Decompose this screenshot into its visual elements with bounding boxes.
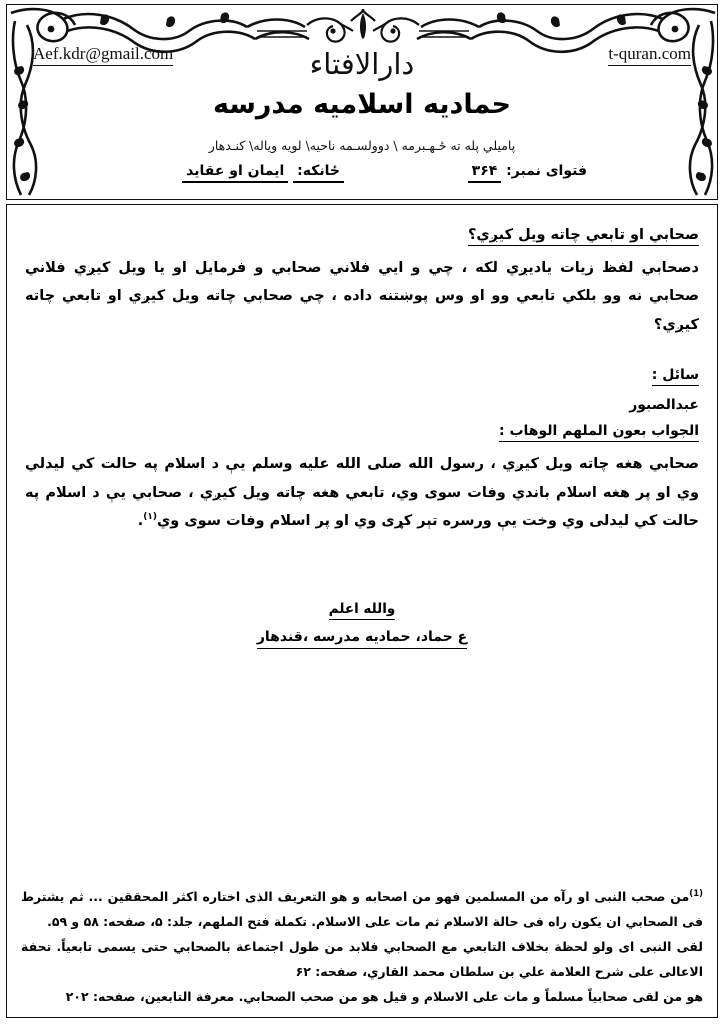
wallah-alam-row	[25, 598, 699, 620]
footnote-text: لقى النبى اى ولو لحظة بخلاف التابعي مع الصحابي فلابد من طول اجتماعة بالصحابي حتى يسمى تابعياً. تحفة الاعالى على شرح العلامة علي بن سلطان محمد القاري، صفحه: ۶۲	[21, 939, 703, 979]
page-title-darul-ifta: دارالافتاء	[309, 47, 415, 81]
answer-footnote-marker: (۱)	[143, 512, 157, 523]
questioner-name: عبدالصبور	[629, 396, 699, 413]
signature-author-text: ع حماد، حماديه مدرسه ،قندهار	[257, 629, 467, 649]
wallah-alam-text: والله اعلم	[329, 601, 395, 620]
document-body-frame	[6, 204, 718, 1018]
footnote-text: من صحب النبى او رآه من المسلمين فهو من اصحابه و هو التعريف الذى اختاره اكثر المحققين ... ثم يشترط فى الصحابي ان يكون راه فى حالة الاسلام ثم مات على الاسلام. تكملة فتح الملهم، جلد: ۵، صفحه: ۵۸ و ۵۹.	[21, 889, 703, 929]
fatwa-number-value: ۳۶۴	[468, 163, 502, 183]
footnote-text: هو من لقى صحابياً مسلماً و مات على الاسلام و قيل هو من صحب الصحابي. معرفة التابعين، صفحه: ۲۰۲	[65, 989, 703, 1004]
footnote-marker: (1)	[689, 888, 703, 899]
questioner-label-row	[25, 367, 699, 386]
signature-author-row	[25, 620, 699, 649]
fatwa-meta-row	[25, 163, 699, 191]
footnote-item	[21, 934, 703, 984]
signature-block	[25, 598, 699, 649]
org-name: حماديه اسلاميه مدرسه	[212, 89, 512, 120]
footnotes-section	[21, 884, 703, 1009]
questioner-label: سائل :	[652, 367, 699, 386]
fatwa-category-value: ايمان او عقايد	[182, 163, 288, 183]
answer-body	[25, 450, 699, 536]
fatwa-number-block	[468, 163, 587, 183]
answer-body-period: .	[137, 513, 144, 530]
question-body: دصحابي لفظ زيات ياديږي لكه ، چي و ايي فلاني صحابي و فرمايل او يا ويل كيږي فلاني صحابي نه وو بلكي تابعي وو او وس پوښتنه داده ، چي صحابي چاته ويل كيږي او تابعي چاته كيږي؟	[25, 260, 699, 333]
fatwa-category-label: ځانكه:	[293, 163, 344, 183]
question-heading	[25, 227, 699, 246]
footnote-item	[21, 984, 703, 1009]
org-address: پاميلي پله ته ځـهـبرمه \ دوولسـمه ناحيه\ لويه وياله\ كنـدهار	[208, 138, 516, 153]
footnote-item	[21, 884, 703, 934]
contact-email[interactable]: Aef.kdr@gmail.com	[33, 45, 173, 66]
answer-label: الجواب بعون الملهم الوهاب :	[499, 423, 699, 442]
header-frame	[6, 4, 718, 200]
website-url[interactable]: t-quran.com	[608, 45, 691, 66]
fatwa-category-block	[182, 163, 344, 183]
fatwa-number-label: فتواى نمبر:	[506, 163, 587, 179]
answer-body-text: صحابي هغه چاته ويل كيږي ، رسول الله صلى الله عليه وسلم يې د اسلام په حالت كي ليدلي وي او پر هغه اسلام باندي وفات سوى وي، تابعي هغه چاته ويل كيږي ، صحابي يې د اسلام په حالت كي ليدلى وي وخت يې ورسره تېر كړى وي او پر اسلام وفات سوى وي	[25, 455, 699, 530]
questioner-name-row	[25, 397, 699, 413]
question-heading-text: صحابي او تابعي چاته ويل كيږي؟	[468, 227, 699, 246]
answer-label-row	[25, 423, 699, 442]
